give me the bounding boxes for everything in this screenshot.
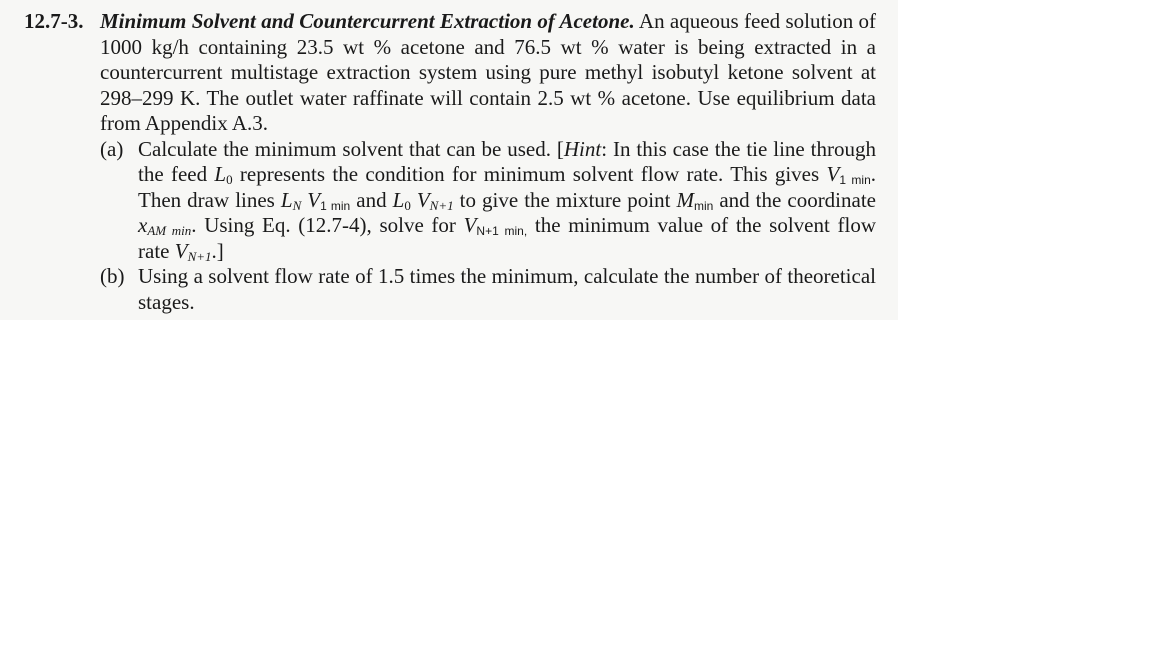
part-a [100,137,876,265]
problem-intro: An aqueous feed solution of 1000 kg/h containing 23.5 wt % acetone and 76.5 wt % water is being extracted in a countercurrent multistage extraction system using pure methyl isobutyl ketone solvent at 298–299 K. The outlet water raffinate will contain 2.5 wt % acetone. Use equilibrium data from Appendix A.3. [100,9,877,135]
problem-block [24,9,876,315]
part-b-label: (b) [100,264,125,288]
scanned-page [0,0,898,320]
problem-statement [100,9,876,137]
part-a-text: Calculate the minimum solvent that can be used. [Hint: In this case the tie line through the feed $L_0$ represents the condition for minimum solvent flow rate. This gives $V_{1 min}$. Then draw lines $L_N$ $V_{1 min}$ and $L_0$ $V_{N+1}$ to give the mixture point $M_{min}$ and the coordinate $x_{AM min}$. Using Eq. (12.7-4), solve for $V_{N+1 min,}$ the minimum value of the solvent flow rate $V_{N+1}$.] [138,136,876,264]
part-b [100,264,876,315]
problem-number: 12.7-3. [24,9,84,33]
problem-title: Minimum Solvent and Countercurrent Extraction of Acetone. [100,9,635,33]
part-b-text: Using a solvent flow rate of 1.5 times the minimum, calculate the number of theoretical stages. [138,264,876,314]
part-a-label: (a) [100,136,124,161]
problem-body [100,9,876,315]
